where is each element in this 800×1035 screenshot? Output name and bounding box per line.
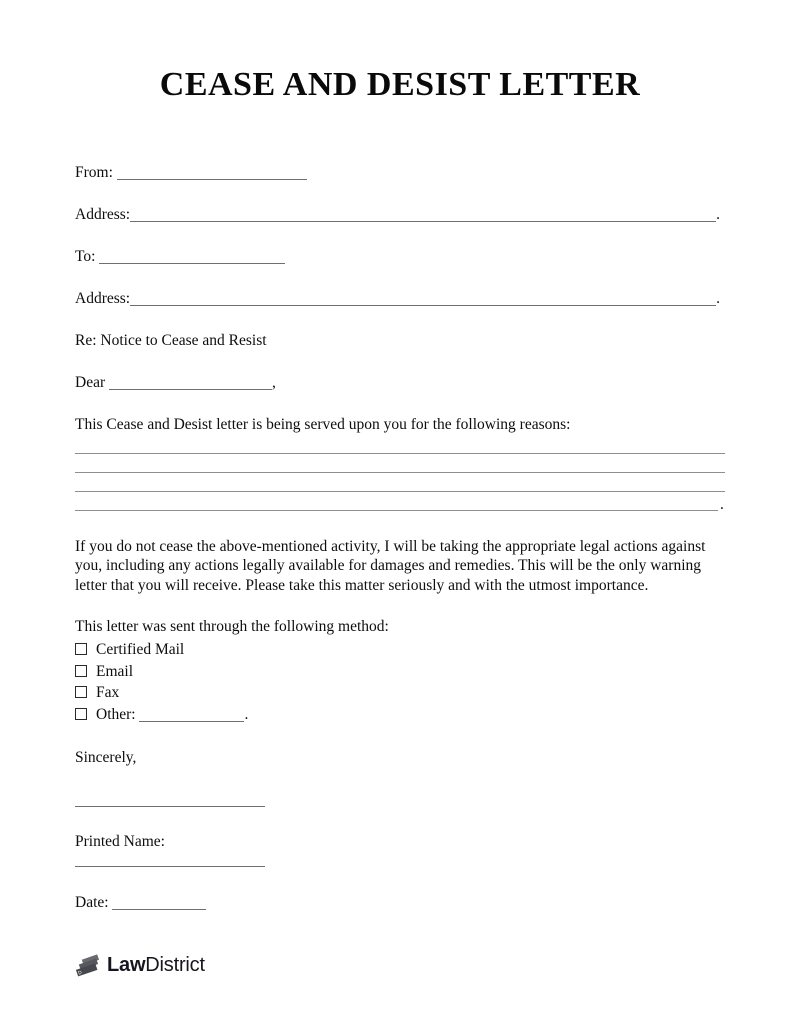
from-blank[interactable] [117, 179, 307, 180]
method-option-label: Other: [96, 705, 136, 723]
method-options [75, 639, 248, 725]
method-intro: This letter was sent through the following method: [75, 618, 389, 635]
reasons-blank-line-3[interactable] [75, 491, 725, 492]
other-checkbox[interactable] [75, 708, 87, 720]
method-option-row [75, 704, 248, 726]
from-label: From: [75, 164, 113, 181]
address-blank[interactable] [130, 305, 716, 306]
date-label: Date: [75, 894, 109, 911]
dear-row [75, 374, 730, 392]
brand-district: District [145, 954, 205, 976]
dear-label: Dear [75, 374, 106, 391]
date-blank[interactable] [112, 909, 206, 910]
address-blank[interactable] [130, 221, 716, 222]
svg-text:D: D [77, 970, 83, 977]
printed-name-blank[interactable] [75, 866, 265, 867]
reasons-blank-line-2[interactable] [75, 472, 725, 473]
brand-law: Law [107, 954, 146, 976]
method-option-row [75, 639, 248, 661]
re-line: Re: Notice to Cease and Resist [75, 332, 267, 349]
dear-blank[interactable] [109, 389, 272, 390]
dear-comma: , [272, 374, 276, 391]
method-option-row [75, 661, 248, 683]
reasons-blank-line-1[interactable] [75, 453, 725, 454]
sincerely-label: Sincerely, [75, 749, 137, 766]
date-row [75, 894, 730, 912]
page-title: CEASE AND DESIST LETTER [159, 66, 641, 103]
address-label: Address: [75, 206, 131, 223]
warning-paragraph: If you do not cease the above-mentioned activity, I will be taking the appropriate legal actions against you, including any actions legally available for damages and remedies. This will be the only warning letter that you will receive. Please take this matter seriously and with the utmost importance. [75, 538, 706, 594]
other-blank[interactable] [139, 721, 244, 722]
certified-mail-checkbox[interactable] [75, 643, 87, 655]
address-row-2 [75, 290, 730, 308]
to-label: To: [75, 248, 96, 265]
fax-checkbox[interactable] [75, 686, 87, 698]
printed-name-label: Printed Name: [75, 833, 165, 850]
address-period: . [716, 290, 720, 307]
to-row [75, 248, 730, 266]
address-row-1 [75, 206, 730, 224]
reasons-blank-line-4[interactable] [75, 510, 718, 511]
from-row [75, 164, 730, 182]
email-checkbox[interactable] [75, 665, 87, 677]
address-label: Address: [75, 290, 131, 307]
method-option-label: Email [96, 662, 134, 680]
lawdistrict-logo [74, 952, 205, 979]
signature-blank[interactable] [75, 806, 265, 807]
reasons-intro: This Cease and Desist letter is being served upon you for the following reasons: [75, 416, 571, 433]
method-option-label: Fax [96, 684, 120, 702]
reasons-period: . [720, 496, 724, 513]
lawdistrict-logo-icon [74, 952, 101, 979]
brand-name [107, 954, 205, 977]
address-period: . [716, 206, 720, 223]
other-period: . [244, 705, 249, 723]
method-option-label: Certified Mail [96, 641, 185, 658]
method-option-row [75, 682, 248, 704]
to-blank[interactable] [99, 263, 285, 264]
